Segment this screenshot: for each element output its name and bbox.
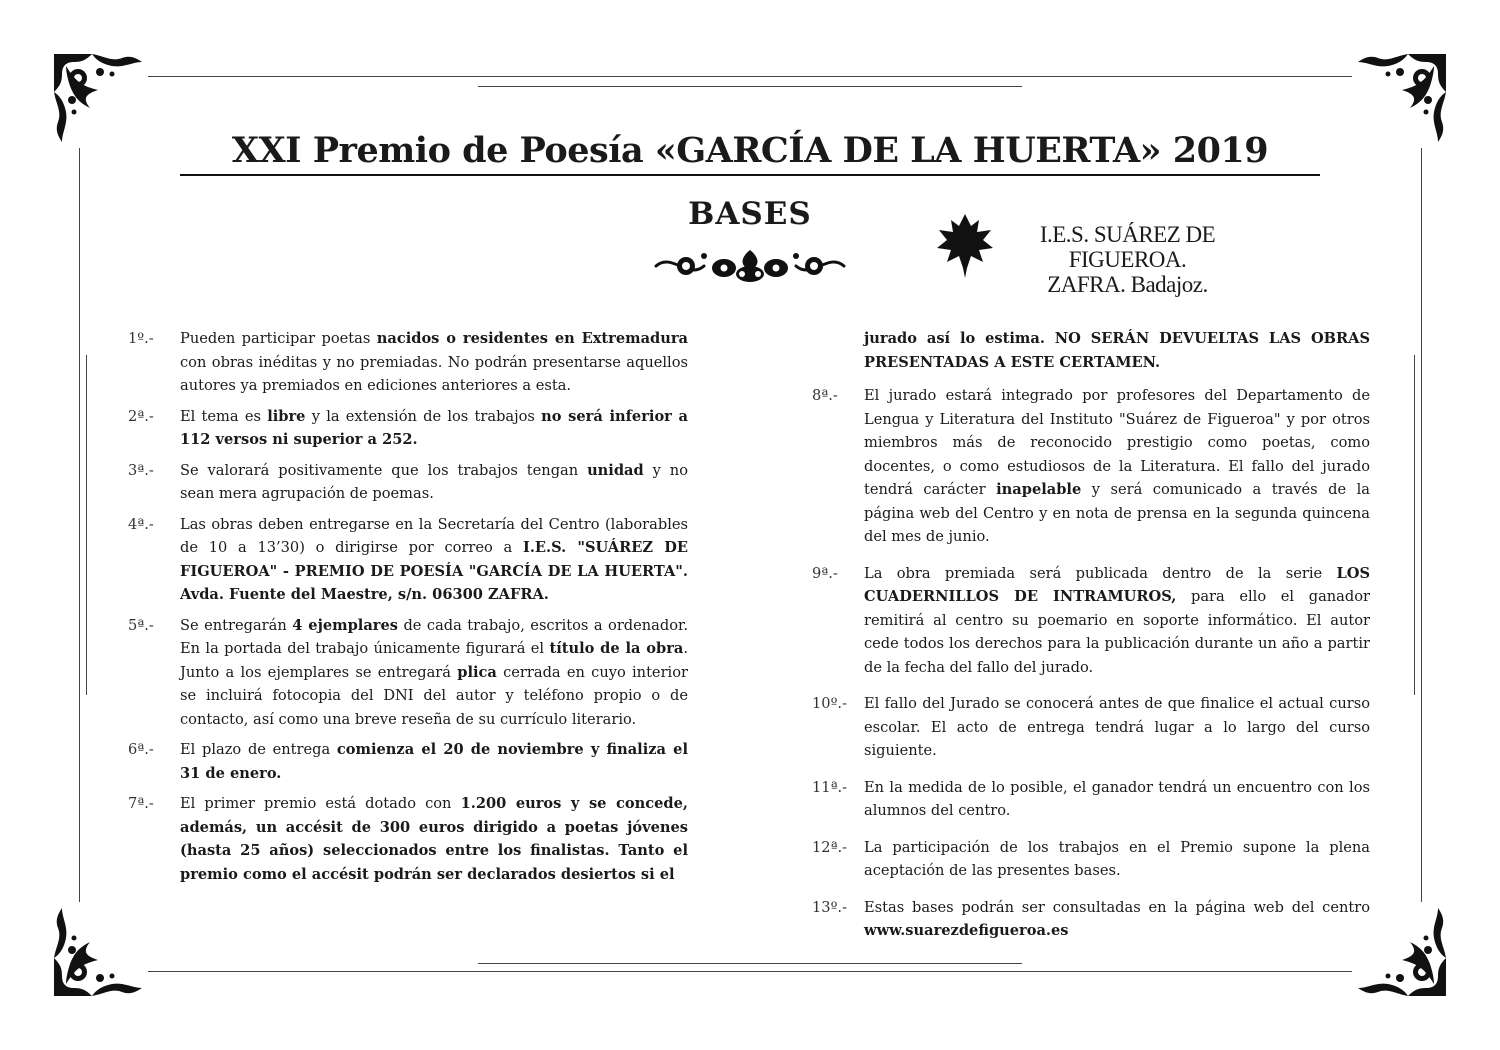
rule-text <box>864 836 1370 883</box>
rule-number: 10º.- <box>812 695 848 712</box>
rule-text <box>864 776 1370 823</box>
rule-number: 13º.- <box>812 898 848 916</box>
frame-top-line <box>148 76 1352 77</box>
text-run-bold: I.E.S. "SUÁREZ DE FIGUEROA" - PREMIO DE POESÍA "GARCÍA DE LA HUERTA". Avda. Fuente del Maestre, s/n. 06300 ZAFRA. <box>180 539 688 603</box>
rule-item <box>812 692 1370 763</box>
frame-right-line <box>1421 148 1422 902</box>
rule-item <box>128 614 688 732</box>
text-run-bold: no será inferior a 112 versos ni superior a 252. <box>180 407 689 448</box>
text-run: El plazo de entrega <box>180 741 337 758</box>
rule-number: 6ª.- <box>128 741 154 758</box>
text-run-bold: título de la obra <box>549 640 684 657</box>
rule-number: 4ª.- <box>128 515 154 533</box>
rule-item <box>128 513 688 607</box>
rule-number: 11ª.- <box>812 778 848 796</box>
rules-left-column <box>128 327 688 893</box>
rule-text <box>864 896 1370 943</box>
institution-name <box>1005 222 1250 297</box>
text-run: En la medida de lo posible, el ganador tendrá un encuentro con los alumnos del centro. <box>864 778 1370 819</box>
text-run: para ello el ganador remitirá al centro su poemario en soporte informático. El autor cede todos los derechos para la publicación durante un año a partir de la fecha del fallo del jurado. <box>864 588 1370 676</box>
frame-left-line <box>79 148 80 902</box>
rule-item <box>812 836 1370 883</box>
text-run: El fallo del Jurado se conocerá antes de que finalice el actual curso escolar. El acto de entrega tendrá lugar a lo largo del curso siguiente. <box>864 695 1370 759</box>
text-run-bold: 4 ejemplares <box>292 616 398 634</box>
rule-text <box>180 513 688 607</box>
rule-text <box>180 459 688 506</box>
title-underline <box>180 174 1320 176</box>
rule-number: 3ª.- <box>128 461 154 479</box>
text-run-bold: nacidos o residentes en Extremadura <box>376 330 688 347</box>
text-run-bold: comienza el 20 de noviembre y finaliza el 31 de enero. <box>180 741 688 782</box>
text-run: . Junto a los ejemplares se entregará <box>180 640 688 681</box>
corner-ornament-icon <box>1356 52 1448 144</box>
rule-number: 5ª.- <box>128 616 154 634</box>
text-run: El primer premio está dotado con <box>180 795 461 812</box>
rule-item <box>812 562 1370 680</box>
rule-text <box>180 792 688 886</box>
rule-7-continuation: jurado así lo estima. NO SERÁN DEVUELTAS LAS OBRAS PRESENTADAS A ESTE CERTAMEN. <box>864 330 1370 371</box>
leaf-logo-icon <box>935 212 995 278</box>
rule-text <box>864 384 1370 549</box>
text-run-bold: libre <box>267 407 306 425</box>
page-title: XXI Premio de Poesía «GARCÍA DE LA HUERTA» 2019 <box>231 130 1269 171</box>
rule-number: 9ª.- <box>812 564 838 582</box>
corner-ornament-icon <box>52 906 144 998</box>
text-run-bold: LOS CUADERNILLOS DE INTRAMUROS, <box>864 564 1370 605</box>
rule-text <box>180 405 688 452</box>
rule-item <box>812 896 1370 943</box>
institution-line-2: ZAFRA. Badajoz. <box>1047 272 1208 297</box>
frame-bottom-line <box>148 971 1352 972</box>
frame-left-short-line <box>86 355 87 695</box>
rule-number: 12ª.- <box>812 838 848 856</box>
text-run: Se valorará positivamente que los trabajos tengan <box>180 461 588 479</box>
text-run: Las obras deben entregarse en la Secretaría del Centro (laborables de 10 a 13’30) o dirigirse por correo a <box>180 515 688 556</box>
text-run: Estas bases podrán ser consultadas en la página web del centro <box>864 898 1370 916</box>
text-run-bold: inapelable <box>996 481 1082 498</box>
rule-item <box>812 776 1370 823</box>
frame-right-short-line <box>1414 355 1415 695</box>
rule-text <box>180 327 688 398</box>
rule-item <box>812 384 1370 549</box>
rules-right-column <box>812 327 1370 956</box>
rule-number: 2ª.- <box>128 407 154 425</box>
text-run: Se entregarán <box>180 616 293 634</box>
rule-text <box>180 738 688 785</box>
text-run: y será comunicado a través de la página web del Centro y en nota de prensa en la segunda quincena del mes de junio. <box>864 481 1371 545</box>
corner-ornament-icon <box>52 52 144 144</box>
text-run: La obra premiada será publicada dentro de la serie <box>864 564 1337 582</box>
text-run: La participación de los trabajos en el Premio supone la plena aceptación de las presentes bases. <box>864 838 1370 879</box>
text-run: Pueden participar poetas <box>180 330 377 347</box>
rule-item <box>128 792 688 886</box>
rule-item <box>128 738 688 785</box>
institution-line-1: I.E.S. SUÁREZ DE FIGUEROA. <box>1039 222 1216 272</box>
text-run: con obras inéditas y no premiadas. No podrán presentarse aquellos autores ya premiados en ediciones anteriores a esta. <box>180 353 688 394</box>
rule-text <box>180 614 688 732</box>
frame-top-short-line <box>478 86 1022 87</box>
text-run: y no sean mera agrupación de poemas. <box>180 461 688 502</box>
text-run-bold: unidad <box>587 461 644 479</box>
rule-item <box>128 405 688 452</box>
rule-item <box>128 327 688 398</box>
frame-bottom-short-line <box>478 963 1022 964</box>
website-link[interactable]: www.suarezdefigueroa.es <box>864 922 1069 939</box>
rule-number: 8ª.- <box>812 387 838 404</box>
rule-item <box>128 459 688 506</box>
text-run: de cada trabajo, escritos a ordenador. En la portada del trabajo únicamente figurará el <box>180 616 689 657</box>
text-run-bold: 1.200 euros y se concede, además, un accésit de 300 euros dirigido a poetas jóvenes (hasta 25 años) seleccionados entre los finalistas. Tanto el premio como el accésit podrán ser declarados desiertos si el <box>180 795 688 883</box>
text-run: y la extensión de los trabajos <box>305 407 542 425</box>
text-run: El jurado estará integrado por profesores del Departamento de Lengua y Literatura del Instituto "Suárez de Figueroa" y por otros miembros más de reconocido prestigio como poetas, como docentes, o como estudiosos de la Literatura. El fallo del jurado tendrá carácter <box>864 387 1370 498</box>
rule-text <box>864 562 1370 680</box>
text-run: cerrada en cuyo interior se incluirá fotocopia del DNI del autor y teléfono propio o de contacto, así como una breve reseña de su currículo literario. <box>180 663 688 728</box>
section-heading: BASES <box>688 196 812 232</box>
scroll-ornament-icon <box>652 244 848 288</box>
rule-number: 7ª.- <box>128 795 154 812</box>
text-run-bold: plica <box>457 663 497 681</box>
rule-text <box>864 692 1370 763</box>
rule-number: 1º.- <box>128 330 154 347</box>
text-run: El tema es <box>180 407 268 425</box>
